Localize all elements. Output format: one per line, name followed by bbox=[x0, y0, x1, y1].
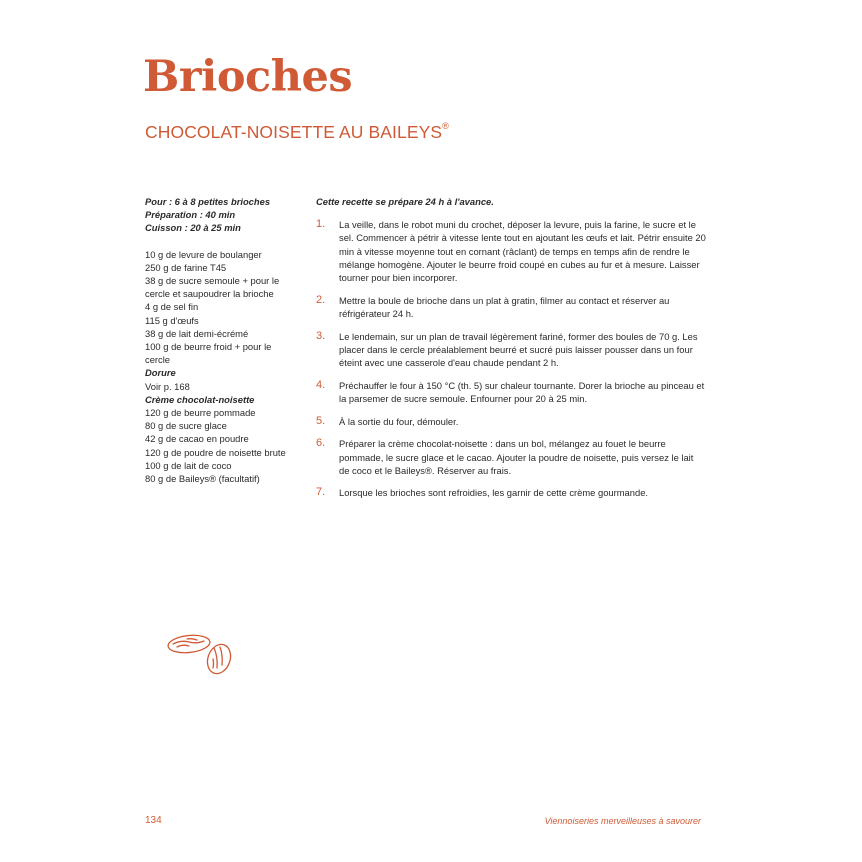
recipe-subtitle bbox=[145, 122, 449, 143]
step-item bbox=[316, 379, 706, 405]
ingredients-column bbox=[145, 195, 295, 485]
step-list bbox=[316, 218, 706, 499]
step-item bbox=[316, 218, 706, 284]
ingredient: 10 g de levure de boulanger bbox=[145, 248, 262, 260]
creme-ingredient-list bbox=[145, 406, 295, 485]
page-number: 134 bbox=[145, 815, 162, 826]
step-text: Mettre la boule de brioche dans un plat à gratin, filmer au contact et réserver au réfrigérateur 24 h. bbox=[339, 294, 670, 319]
ingredient: 115 g d'œufs bbox=[145, 314, 199, 326]
step-text: La veille, dans le robot muni du crochet, déposer la levure, puis la farine, le sucre et le sel. Commencer à pétrir à vitesse lente tout en ajoutant les œufs et lait. Pétrir ensuite 20 min à vitesse moyenne tout en cornant (râclant) de temps en temps afin de rendre le mélange homogène. Ajouter le beurre froid coupé en cubes au fur et à mesure. Laisser tourner pour bien incorporer. bbox=[339, 219, 706, 284]
ingredient: 38 g de lait demi-écrémé bbox=[145, 327, 249, 339]
instructions-intro: Cette recette se prépare 24 h à l'avance. bbox=[316, 196, 494, 207]
step-item bbox=[316, 294, 706, 320]
ingredient: 100 g de beurre froid + pour le cercle bbox=[145, 341, 272, 366]
recipe-meta bbox=[145, 195, 295, 235]
ingredient: 4 g de sel fin bbox=[145, 301, 199, 313]
step-number: 7. bbox=[316, 486, 326, 499]
ingredient: 120 g de poudre de noisette brute bbox=[145, 446, 286, 458]
step-item bbox=[316, 486, 706, 499]
recipe-title: Brioches bbox=[143, 52, 353, 102]
ingredient: 250 g de farine T45 bbox=[145, 261, 227, 273]
servings: Pour : 6 à 8 petites brioches bbox=[145, 196, 271, 207]
creme-heading: Crème chocolat-noisette bbox=[145, 393, 255, 405]
subtitle-text: CHOCOLAT-NOISETTE AU BAILEYS bbox=[145, 122, 443, 142]
cook-time: Cuisson : 20 à 25 min bbox=[145, 222, 241, 234]
ingredient: 42 g de cacao en poudre bbox=[145, 433, 249, 445]
step-number: 3. bbox=[316, 329, 326, 342]
step-text: Préchauffer le four à 150 °C (th. 5) sur chaleur tournante. Dorer la brioche au pinceau et la parsemer de sucre semoule. Enfourner pour 20 à 25 min. bbox=[339, 379, 705, 404]
step-text: Le lendemain, sur un plan de travail légèrement fariné, former des boules de 70 g. Les placer dans le cercle préalablement beurré et sucré puis laisser pousser dans un four éteint avec une casserole d'eau chaude pendant 2 h. bbox=[339, 330, 698, 369]
step-text: Préparer la crème chocolat-noisette : dans un bol, mélangez au fouet le beurre pommade, le sucre glace et le cacao. Ajouter la poudre de noisette, puis versez le lait de coco et le Baileys®. Réserver au frais. bbox=[339, 438, 694, 476]
step-text: Lorsque les brioches sont refroidies, les garnir de cette crème gourmande. bbox=[339, 487, 649, 499]
registered-mark: ® bbox=[442, 121, 449, 131]
step-number: 2. bbox=[316, 293, 326, 306]
instructions-column bbox=[316, 195, 706, 509]
ingredient: 100 g de lait de coco bbox=[145, 459, 232, 471]
step-number: 4. bbox=[316, 378, 326, 391]
ingredient: 80 g de Baileys® (facultatif) bbox=[145, 473, 260, 485]
step-number: 6. bbox=[316, 437, 326, 450]
ingredient: 120 g de beurre pommade bbox=[145, 407, 256, 419]
step-text: À la sortie du four, démouler. bbox=[339, 415, 459, 427]
step-number: 1. bbox=[316, 218, 326, 231]
book-title: Viennoiseries merveilleuses à savourer bbox=[544, 816, 701, 826]
step-item bbox=[316, 330, 706, 370]
prep-time: Préparation : 40 min bbox=[145, 209, 236, 221]
dorure-reference: Voir p. 168 bbox=[145, 380, 190, 392]
dorure-heading: Dorure bbox=[145, 367, 176, 379]
step-item bbox=[316, 437, 706, 477]
ingredient: 38 g de sucre semoule + pour le cercle et saupoudrer la brioche bbox=[145, 275, 280, 300]
ingredient: 80 g de sucre glace bbox=[145, 420, 227, 432]
almonds-illustration-icon bbox=[163, 630, 241, 676]
step-number: 5. bbox=[316, 414, 326, 427]
ingredient-list bbox=[145, 248, 295, 367]
step-item bbox=[316, 415, 706, 428]
